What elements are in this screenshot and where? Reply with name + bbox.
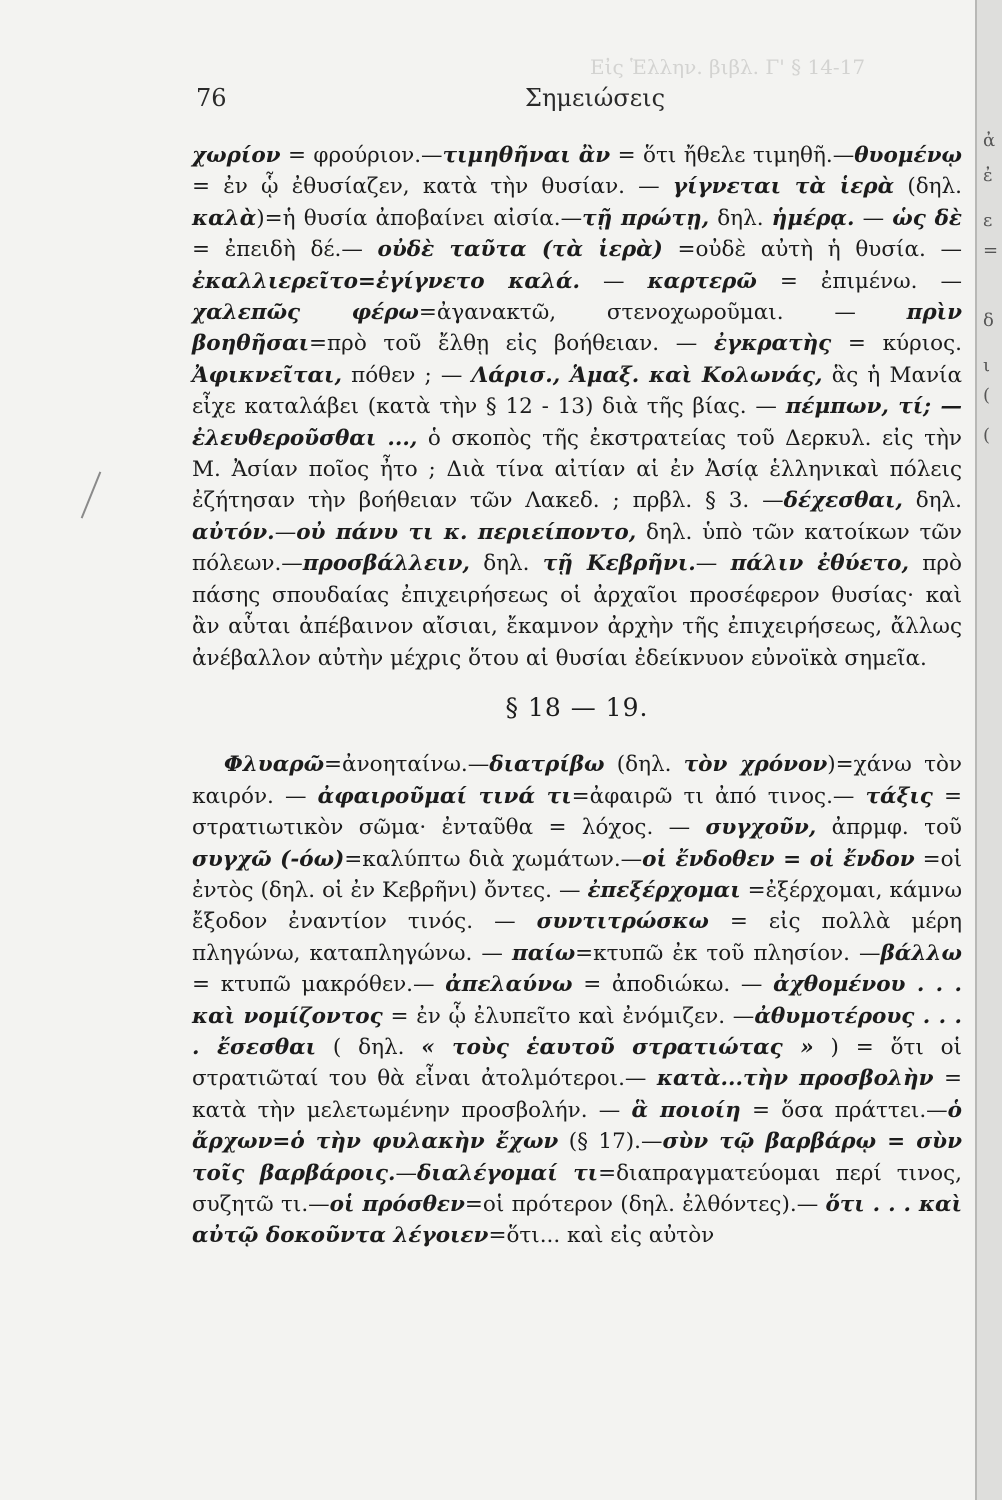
gloss-text: = στρατιωτικὸν σῶμα· ἐνταῦθα = λόχος. — xyxy=(192,783,962,841)
pencil-mark xyxy=(81,471,102,518)
gloss-text: =διαπραγματεύομαι περί τινος, συζητῶ τι.— xyxy=(192,1160,962,1217)
page-number: 76 xyxy=(196,84,227,112)
lemma-term: ἀπελαύνω xyxy=(445,972,573,998)
lemma-term: Φλυαρῶ xyxy=(224,752,325,778)
edge-glyph: ι xyxy=(983,355,991,376)
gloss-text: — xyxy=(395,1160,417,1186)
gloss-text: =ἐξέρχομαι, κάμνω ἔξοδον ἐναντίον τινός. — xyxy=(192,877,962,935)
gloss-text: — xyxy=(695,551,731,577)
gloss-text: ) = ὅτι οἱ στρατιῶταί του θὰ εἶναι ἀτολμότεροι.— xyxy=(192,1034,962,1092)
gloss-text: (§ 17).— xyxy=(558,1129,663,1155)
lemma-term: οἱ ἔνδοθεν = οἱ ἔνδον xyxy=(642,846,915,872)
gloss-text: ἃς ἡ Μανία εἶχε καταλάβει (κατὰ τὴν § 12 - 13) διὰ τῆς βίας. — xyxy=(192,362,962,420)
lemma-term: ἀχθομένου . . . καὶ νομίζοντος xyxy=(192,972,962,1029)
bleed-through-text: Εἰς Ἑλλην. βιβλ. Γ' § 14-17 xyxy=(590,55,866,79)
gloss-text: δηλ. xyxy=(709,205,772,231)
gloss-text: = κτυπῶ μακρόθεν.— xyxy=(192,972,446,998)
notes-paragraph-section-17 xyxy=(192,140,962,674)
adjacent-page-edge xyxy=(975,0,1002,1500)
lemma-term: τάξις xyxy=(865,783,933,809)
gloss-text: =ἀνοηταίνω.— xyxy=(324,752,490,778)
lemma-term: ἃ ποιοίη xyxy=(631,1097,741,1123)
lemma-term: ὡς δὲ xyxy=(892,205,962,231)
lemma-term: χωρίον xyxy=(192,143,281,168)
lemma-term: πέμπων, τί; — ἐλευθεροῦσθαι ..., xyxy=(192,394,962,451)
gloss-text: )=ἡ θυσία ἀποβαίνει αἰσία.— xyxy=(256,205,583,231)
lemma-term: ἡμέρᾳ. xyxy=(771,205,855,231)
gloss-text: =οὐδὲ αὐτὴ ἡ θυσία. — xyxy=(662,237,962,263)
lemma-term: πρὶν βοηθῆσαι xyxy=(192,300,962,357)
gloss-text: (δηλ. xyxy=(894,174,962,200)
lemma-term: ἀφαιροῦμαί τινά τι xyxy=(317,783,572,809)
gloss-text: ὁ σκοπὸς τῆς ἐκστρατείας τοῦ Δερκυλ. εἰς τὴν Μ. Ἀσίαν ποῖος ἦτο ; Διὰ τίνα αἰτίαν αἱ ἐν Ἀσίᾳ ἑλληνικαὶ πόλεις ἐζήτησαν τὴν βοήθειαν τῶν Λακεδ. ; πρβλ. § 3. — xyxy=(192,425,962,514)
gloss-text: = κατὰ τὴν μελετωμένην προσβολήν. — xyxy=(192,1066,962,1123)
lemma-term: ἐγκρατὴς xyxy=(713,331,832,357)
gloss-text: = ἐπειδὴ δέ.— xyxy=(192,237,378,263)
lemma-term: ὁ ἄρχων=ὁ τὴν φυλακὴν ἔχων xyxy=(192,1097,963,1155)
lemma-term: δέχεσθαι, xyxy=(783,488,903,514)
lemma-term: οἱ πρόσθεν xyxy=(329,1192,465,1217)
lemma-term: τῇ πρώτῃ, xyxy=(582,205,710,231)
lemma-term: παίω xyxy=(512,940,576,966)
gloss-text: = εἰς πολλὰ μέρη πληγώνω, καταπληγώνω. — xyxy=(192,909,962,966)
lemma-term: σὺν τῷ βαρβάρῳ = σὺν τοῖς βαρβάροις. xyxy=(192,1129,962,1186)
lemma-term: θυομένῳ xyxy=(854,143,962,168)
lemma-term: « τοὺς ἑαυτοῦ στρατιώτας » xyxy=(421,1034,814,1060)
section-heading: § 18 — 19. xyxy=(505,692,649,722)
lemma-term: Λάρισ., Ἁμαξ. καὶ Κολωνάς, xyxy=(471,362,823,388)
lemma-term: διατρίβω xyxy=(489,752,605,778)
gloss-text: = ὅσα πράττει.— xyxy=(740,1097,948,1123)
edge-glyph: ἐ xyxy=(983,165,993,186)
gloss-text: δηλ. ὑπὸ τῶν κατοίκων τῶν πόλεων.— xyxy=(192,519,963,577)
gloss-text: (δηλ. xyxy=(604,752,684,778)
edge-glyph: ε xyxy=(983,210,993,231)
lemma-term: οὐδὲ ταῦτα (τὰ ἱερὰ) xyxy=(377,237,663,263)
lemma-term: πάλιν ἐθύετο, xyxy=(730,551,909,577)
lemma-term: ἐκαλλιερεῖτο=ἐγίγνετο καλά. xyxy=(192,268,581,294)
lemma-term: ἀθυμοτέρους . . . . ἔσεσθαι xyxy=(192,1003,962,1060)
edge-glyph: = xyxy=(983,240,999,261)
gloss-text: )=χάνω τὸν καιρόν. — xyxy=(192,752,963,809)
gloss-text: =ὅτι... καὶ εἰς αὐτὸν xyxy=(488,1223,715,1249)
lemma-term: καλὰ xyxy=(192,205,257,231)
lemma-term: τιμηθῆναι ἂν xyxy=(442,143,611,168)
lemma-term: καρτερῶ xyxy=(647,268,757,294)
gloss-text: =ἀγανακτῶ, στενοχωροῦμαι. — xyxy=(418,300,907,326)
gloss-text: = ἐν ᾧ ἐλυπεῖτο καὶ ἐνόμιζεν. — xyxy=(382,1003,755,1029)
gloss-text: ἀπρμφ. τοῦ xyxy=(816,815,962,841)
notes-paragraph-section-18-19 xyxy=(192,749,962,1252)
lemma-term: τὸν χρόνον xyxy=(683,752,828,778)
gloss-text: δηλ. xyxy=(902,488,963,514)
lemma-term: αὐτόν. xyxy=(192,519,275,545)
lemma-term: ἐπεξέρχομαι xyxy=(587,877,741,903)
lemma-term: τῇ Κεβρῆνι. xyxy=(542,551,696,577)
lemma-term: διαλέγομαί τι xyxy=(416,1160,599,1186)
gloss-text: — xyxy=(854,205,893,231)
gloss-text: = ἀποδιώκω. — xyxy=(572,972,774,998)
lemma-term: κατὰ...τὴν προσβολὴν xyxy=(656,1066,934,1092)
lemma-term: γίγνεται τὰ ἱερὰ xyxy=(672,174,895,200)
gloss-text: = ἐπιμένω. — xyxy=(756,268,962,294)
gloss-text: =ἀφαιρῶ τι ἀπό τινος.— xyxy=(571,783,866,809)
gloss-text: =καλύπτω διὰ χωμάτων.— xyxy=(344,846,643,872)
gloss-text: ( δηλ. xyxy=(316,1034,422,1060)
gloss-text: = φρούριον.— xyxy=(280,143,443,168)
gloss-text: = κύριος. xyxy=(831,331,962,357)
notes-body xyxy=(192,140,962,1252)
gloss-text: πρὸ πάσης σπουδαίας ἐπιχειρήσεως οἱ ἀρχαῖοι προσέφερον θυσίας· καὶ ἂν αὗται ἀπέβαινον αἴσιαι, ἔκαμνον ἀρχὴν τῆς ἐπιχειρήσεως, ἄλλως ἀνέβαλλον αὐτὴν μέχρις ὅτου αἱ θυσίαι ἐδείκνυον εὐνοϊκὰ σημεῖα. xyxy=(192,551,962,671)
lemma-term: συντιτρώσκω xyxy=(536,909,709,935)
lemma-term: συγχῶ (-όω) xyxy=(192,846,345,872)
edge-glyph: δ xyxy=(983,310,994,331)
gloss-text: =πρὸ τοῦ ἔλθῃ εἰς βοήθειαν. — xyxy=(309,331,714,357)
lemma-term: Ἀφικνεῖται, xyxy=(192,362,342,388)
lemma-term: βάλλω xyxy=(880,940,962,966)
edge-glyph: ἀ xyxy=(983,130,996,151)
page-header xyxy=(190,84,950,118)
running-title: Σημειώσεις xyxy=(525,84,666,112)
lemma-term: χαλεπῶς φέρω xyxy=(192,300,419,326)
gloss-text: — xyxy=(580,268,648,294)
gloss-text: — xyxy=(274,519,297,545)
gloss-text: δηλ. xyxy=(469,551,543,577)
lemma-term: συγχοῦν, xyxy=(705,815,817,841)
gloss-text: =κτυπῶ ἐκ τοῦ πλησίον. — xyxy=(575,940,881,966)
gloss-text: = ὅτι ἤθελε τιμηθῆ.— xyxy=(610,143,855,168)
gloss-text: πόθεν ; — xyxy=(341,362,472,388)
lemma-term: προσβάλλειν, xyxy=(302,551,470,577)
edge-glyph: ( xyxy=(983,385,991,406)
gloss-text: =οἱ ἐντὸς (δηλ. οἱ ἐν Κεβρῆνι) ὄντες. — xyxy=(192,846,963,903)
lemma-term: ὅτι . . . καὶ αὐτῷ δοκοῦντα λέγοιεν xyxy=(192,1192,962,1249)
gloss-text: =οἱ πρότερον (δηλ. ἐλθόντες).— xyxy=(464,1192,826,1217)
edge-glyph: ( xyxy=(983,425,991,446)
lemma-term: οὐ πάνυ τι κ. περιείποντο, xyxy=(296,519,637,545)
gloss-text: = ἐν ᾧ ἐθυσίαζεν, κατὰ τὴν θυσίαν. — xyxy=(192,174,673,200)
